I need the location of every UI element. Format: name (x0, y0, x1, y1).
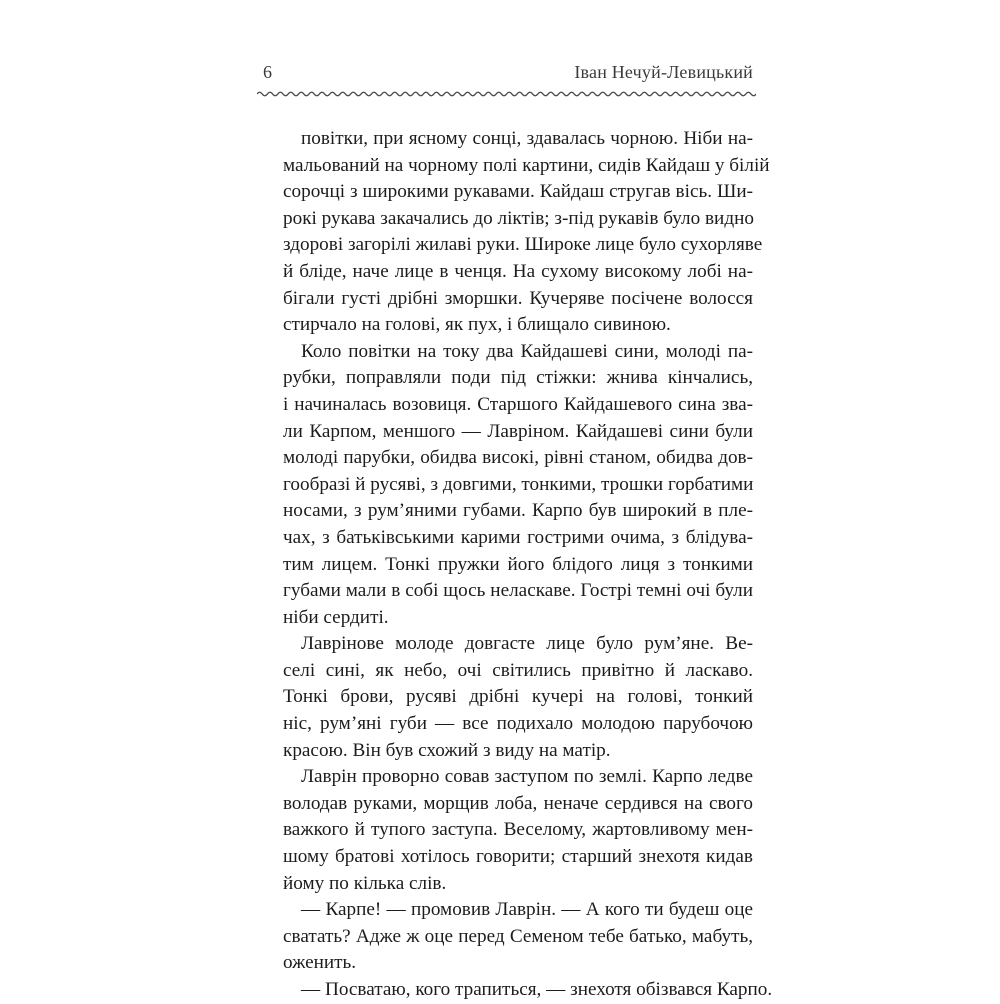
text-line: здорові загорілі жилаві руки. Широке лице було сухорляве (283, 234, 763, 256)
text-line: гообразі й русяві, з довгими, тонкими, трошки горбатими (283, 473, 754, 495)
text-line: губами мали в собі щось неласкаве. Гострі темні очі були (283, 580, 753, 602)
text-line: важкого й тупого заступа. Веселому, жартовливому мен- (283, 819, 753, 841)
text-line: Тонкі брови, русяві дрібні кучері на голові, тонкий (283, 686, 753, 708)
text-line: тим лицем. Тонкі пружки його блідого лиця з тонкими (283, 553, 753, 575)
text-line: сватать? Адже ж оце перед Семеном тебе батько, мабуть, (283, 925, 753, 947)
book-page (263, 0, 773, 1000)
text-line: носами, з рум’яними губами. Карпо був широкий в пле- (283, 500, 753, 522)
text-line: оженить. (283, 952, 357, 974)
text-line: йому по кілька слів. (283, 872, 447, 894)
text-line: молоді парубки, обидва високі, рівні станом, обидва дов- (283, 447, 753, 469)
paragraph (283, 126, 770, 339)
running-head (263, 62, 753, 88)
text-line: Коло повітки на току два Кайдашеві сини, молоді па- (301, 340, 753, 362)
text-line: рокі рукава закачались до ліктів; з-під рукавів було видно (283, 207, 754, 229)
text-line: красою. Він був схожий з виду на матір. (283, 739, 611, 761)
running-head-author: Іван Нечуй-Левицький (574, 62, 753, 82)
text-line: чах, з батьківськими карими гострими очима, з блідува- (283, 526, 753, 548)
wavy-line (257, 92, 756, 96)
text-line: бігали густі дрібні зморшки. Кучеряве посічене волосся (283, 287, 753, 309)
text-line: селі сині, як небо, очі світились привітно й ласкаво. (283, 659, 753, 681)
wavy-rule-divider (257, 89, 756, 99)
text-line: — Карпе! — промовив Лаврін. — А кого ти будеш оце (301, 899, 753, 921)
text-line: повітки, при ясному сонці, здавалась чорною. Ніби на- (301, 128, 753, 149)
text-line: Лаврінове молоде довгасте лице було рум’яне. Ве- (301, 633, 753, 655)
text-line: рубки, поправляли поди під стіжки: жнива кінчались, (283, 367, 753, 389)
text-line: ніби сердиті. (283, 606, 389, 628)
text-line: шому братові хотілось говорити; старший знехотя кидав (283, 846, 753, 868)
paragraph (283, 764, 753, 897)
text-line: мальований на чорному полі картини, сидів Кайдаш у білій (283, 154, 770, 176)
page-number: 6 (263, 62, 272, 82)
text-line: сорочці з широкими рукавами. Кайдаш стругав вісь. Ши- (283, 181, 753, 203)
text-line: володав руками, морщив лоба, неначе сердився на свого (283, 792, 753, 814)
paragraph (283, 631, 753, 764)
body-text (283, 126, 773, 1004)
text-line: стирчало на голові, як пух, і блищало сивиною. (283, 314, 671, 336)
paragraph (283, 339, 753, 632)
text-line: й бліде, наче лице в ченця. На сухому високому лобі на- (283, 260, 753, 282)
paragraph (283, 897, 753, 977)
text-line: і начиналась возовиця. Старшого Кайдашевого сина зва- (283, 393, 753, 415)
text-line: ли Карпом, меншого — Лавріном. Кайдашеві сини були (283, 420, 753, 442)
text-line: Лаврін проворно совав заступом по землі. Карпо ледве (301, 766, 753, 788)
text-line: ніс, рум’яні губи — все подихало молодою парубочою (283, 713, 753, 735)
text-line: — Посватаю, кого трапиться, — знехотя обізвався Карпо. (301, 979, 773, 1000)
